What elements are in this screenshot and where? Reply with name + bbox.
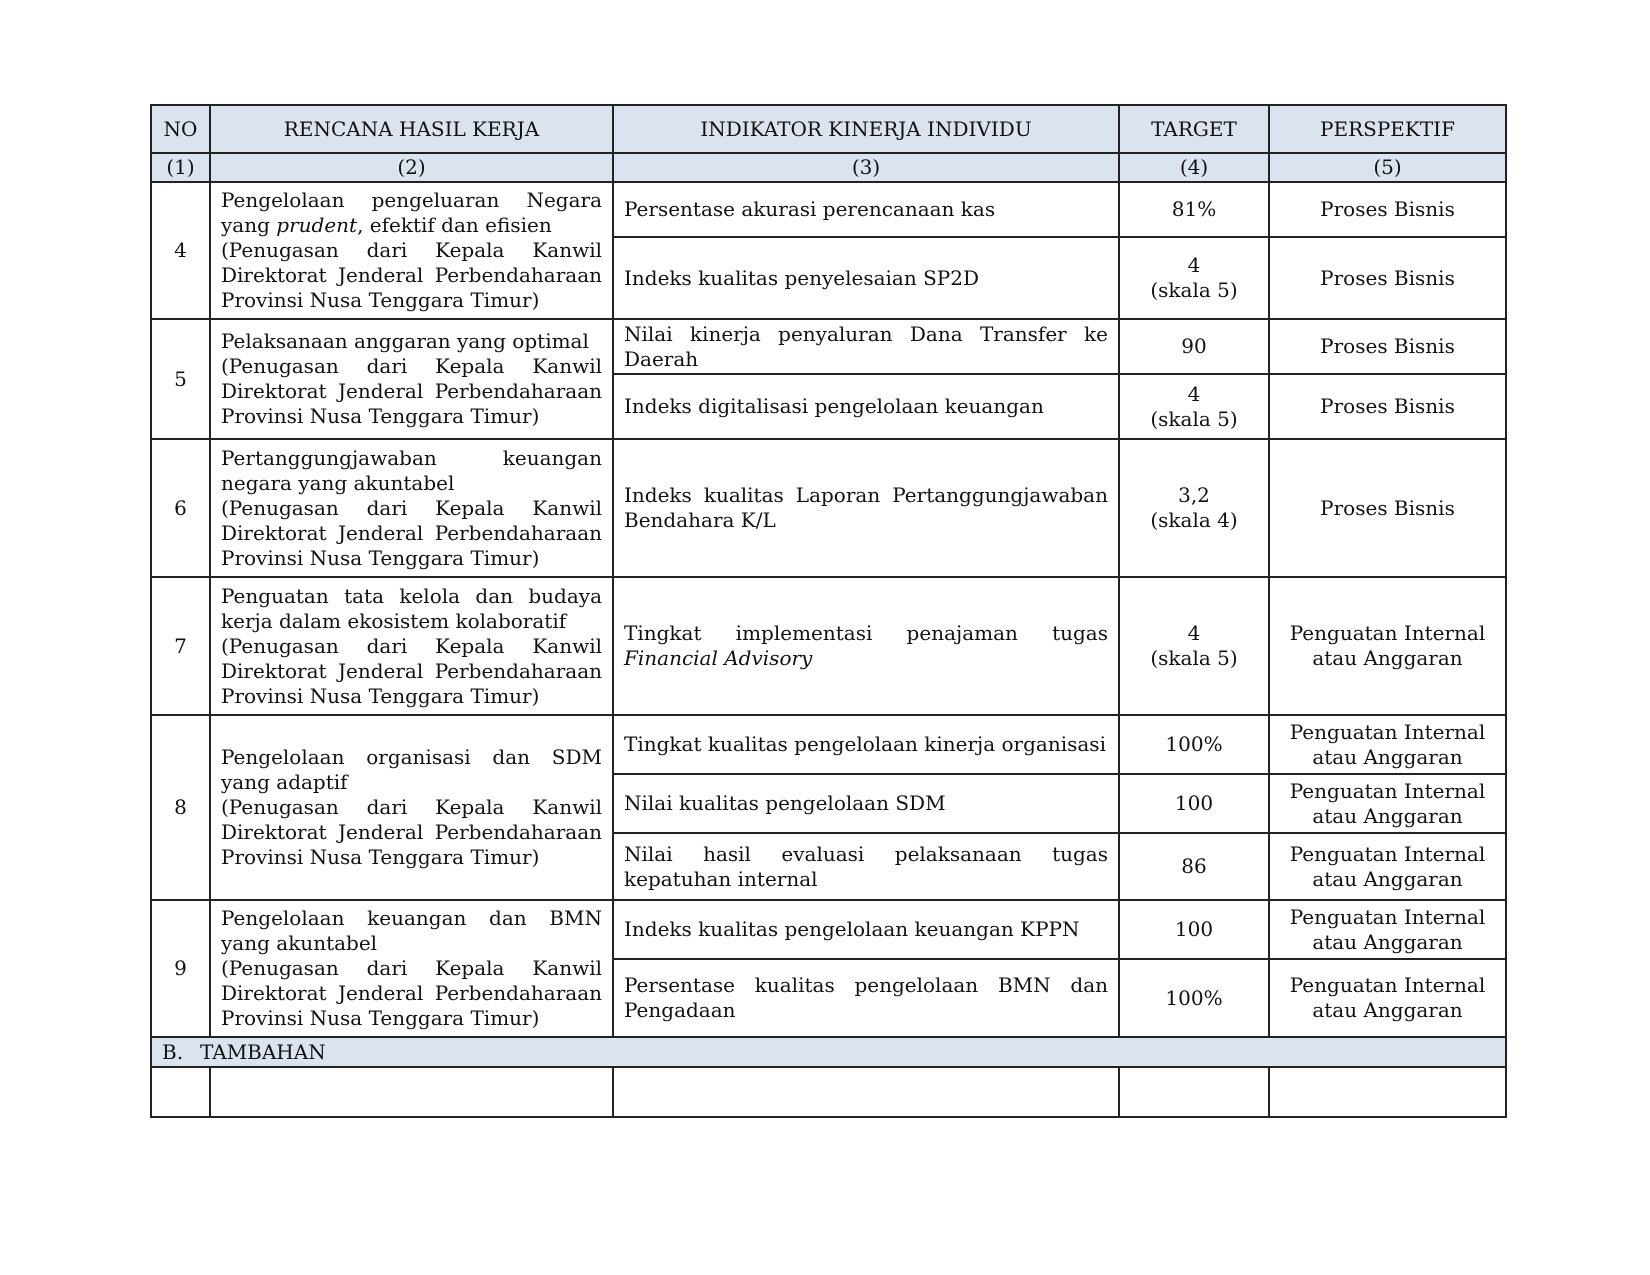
perspektif — [1269, 900, 1506, 959]
target-scale: (skala 5) — [1150, 406, 1238, 431]
perspektif-line-1: Penguatan Internal — [1289, 904, 1486, 929]
section-b-title: TAMBAHAN — [200, 1039, 326, 1064]
target-scale: (skala 4) — [1150, 508, 1238, 532]
target-value: 100 — [1174, 917, 1214, 941]
column-number-row — [151, 153, 1506, 182]
header-no: NO — [151, 105, 210, 153]
header-perspektif: PERSPEKTIF — [1269, 105, 1506, 153]
indikator: Nilai kualitas pengelolaan SDM — [613, 774, 1119, 833]
perspektif — [1269, 577, 1506, 715]
target — [1119, 959, 1269, 1037]
empty-cell — [1119, 1067, 1269, 1117]
perspektif: Proses Bisnis — [1269, 319, 1506, 374]
perspektif-line-2: atau Anggaran — [1312, 646, 1463, 670]
perspektif — [1269, 959, 1506, 1037]
target-value: 4 — [1187, 381, 1201, 406]
target — [1119, 182, 1269, 237]
rencana-hasil-kerja — [210, 577, 613, 715]
rencana-hasil-kerja — [210, 715, 613, 900]
target — [1119, 577, 1269, 715]
target — [1119, 900, 1269, 959]
perspektif: Proses Bisnis — [1269, 439, 1506, 577]
perspektif-line-1: Penguatan Internal — [1289, 973, 1486, 997]
indikator: Persentase akurasi perencanaan kas — [613, 182, 1119, 237]
indikator: Indeks digitalisasi pengelolaan keuangan — [613, 374, 1119, 439]
rhk-text: Penguatan tata kelola dan budaya kerja dalam ekosistem kolaboratif — [221, 583, 602, 633]
target — [1119, 715, 1269, 774]
indikator — [613, 577, 1119, 715]
rhk-text: Pertanggungjawaban keuangan negara yang akuntabel — [221, 445, 602, 495]
row-number: 4 — [151, 182, 210, 319]
rhk-text: Pengelolaan pengeluaran Negara yang — [221, 188, 602, 237]
table-row — [151, 577, 1506, 715]
empty-cell — [613, 1067, 1119, 1117]
perspektif: Proses Bisnis — [1269, 182, 1506, 237]
rhk-note: (Penugasan dari Kepala Kanwil Direktorat Jenderal Perbendaharaan Provinsi Nusa Tenggara Timur) — [221, 495, 602, 570]
rhk-note: (Penugasan dari Kepala Kanwil Direktorat Jenderal Perbendaharaan Provinsi Nusa Tenggara Timur) — [221, 633, 602, 708]
perspektif-line-2: atau Anggaran — [1312, 998, 1463, 1022]
section-b-heading — [151, 1037, 1506, 1067]
empty-cell — [151, 1067, 210, 1117]
empty-cell — [1269, 1067, 1506, 1117]
section-b-letter: B. — [162, 1039, 184, 1064]
rhk-text: Pelaksanaan anggaran yang optimal — [221, 329, 589, 353]
performance-plan-table — [150, 104, 1507, 1118]
table-row — [151, 439, 1506, 577]
rhk-note: (Penugasan dari Kepala Kanwil Direktorat Jenderal Perbendaharaan Provinsi Nusa Tenggara Timur) — [221, 956, 602, 1030]
target-value: 100% — [1165, 732, 1223, 756]
rhk-note: (Penugasan dari Kepala Kanwil Direktorat Jenderal Perbendaharaan Provinsi Nusa Tenggara Timur) — [221, 354, 602, 428]
target-value: 4 — [1187, 253, 1201, 277]
perspektif — [1269, 833, 1506, 900]
table-row — [151, 182, 1506, 237]
target — [1119, 374, 1269, 439]
rhk-note: (Penugasan dari Kepala Kanwil Direktorat Jenderal Perbendaharaan Provinsi Nusa Tenggara Timur) — [221, 795, 602, 869]
table-row — [151, 319, 1506, 374]
perspektif — [1269, 715, 1506, 774]
row-number: 5 — [151, 319, 210, 439]
row-number: 8 — [151, 715, 210, 900]
indikator-italic: Financial Advisory — [624, 646, 813, 670]
indikator: Tingkat kualitas pengelolaan kinerja organisasi — [613, 715, 1119, 774]
indikator: Nilai hasil evaluasi pelaksanaan tugas kepatuhan internal — [613, 833, 1119, 900]
target-value: 100% — [1165, 985, 1223, 1010]
rhk-text: Pengelolaan keuangan dan BMN yang akuntabel — [221, 906, 602, 955]
row-number: 7 — [151, 577, 210, 715]
perspektif-line-1: Penguatan Internal — [1289, 841, 1486, 866]
target-value: 3,2 — [1178, 483, 1210, 507]
rhk-italic: prudent — [276, 213, 358, 237]
perspektif: Proses Bisnis — [1269, 374, 1506, 439]
table-row — [151, 715, 1506, 774]
target-value: 4 — [1187, 621, 1201, 645]
target — [1119, 439, 1269, 577]
table-row — [151, 900, 1506, 959]
target — [1119, 774, 1269, 833]
colnum-2: (2) — [210, 153, 613, 182]
perspektif — [1269, 774, 1506, 833]
rhk-note: (Penugasan dari Kepala Kanwil Direktorat Jenderal Perbendaharaan Provinsi Nusa Tenggara Timur) — [221, 238, 602, 312]
perspektif: Proses Bisnis — [1269, 237, 1506, 319]
header-target: TARGET — [1119, 105, 1269, 153]
perspektif-line-1: Penguatan Internal — [1289, 719, 1486, 744]
rhk-text: Pengelolaan organisasi dan SDM yang adaptif — [221, 745, 602, 794]
indikator-text: Tingkat implementasi penajaman tugas — [624, 621, 1108, 645]
indikator: Indeks kualitas penyelesaian SP2D — [613, 237, 1119, 319]
rencana-hasil-kerja — [210, 900, 613, 1037]
perspektif-line-1: Penguatan Internal — [1289, 778, 1486, 803]
target-value: 86 — [1181, 854, 1207, 878]
target-value: 90 — [1181, 334, 1207, 358]
perspektif-line-2: atau Anggaran — [1312, 744, 1463, 769]
target-value: 81% — [1171, 197, 1217, 221]
rhk-text-post: , efektif dan efisien — [357, 213, 552, 237]
target-value: 100 — [1174, 791, 1214, 815]
indikator: Persentase kualitas pengelolaan BMN dan Pengadaan — [613, 959, 1119, 1037]
colnum-1: (1) — [151, 153, 210, 182]
target — [1119, 833, 1269, 900]
rencana-hasil-kerja — [210, 319, 613, 439]
row-number: 9 — [151, 900, 210, 1037]
rencana-hasil-kerja — [210, 439, 613, 577]
target-scale: (skala 5) — [1150, 646, 1238, 670]
perspektif-line-2: atau Anggaran — [1312, 866, 1463, 891]
empty-cell — [210, 1067, 613, 1117]
table-header-row — [151, 105, 1506, 153]
indikator: Indeks kualitas Laporan Pertanggungjawaban Bendahara K/L — [613, 439, 1119, 577]
indikator: Nilai kinerja penyaluran Dana Transfer ke Daerah — [613, 319, 1119, 374]
indikator: Indeks kualitas pengelolaan keuangan KPPN — [613, 900, 1119, 959]
target-scale: (skala 5) — [1150, 278, 1238, 302]
perspektif-line-1: Penguatan Internal — [1289, 621, 1486, 645]
rencana-hasil-kerja — [210, 182, 613, 319]
perspektif-line-2: atau Anggaran — [1312, 929, 1463, 954]
section-b-row — [151, 1037, 1506, 1067]
colnum-5: (5) — [1269, 153, 1506, 182]
colnum-3: (3) — [613, 153, 1119, 182]
colnum-4: (4) — [1119, 153, 1269, 182]
target — [1119, 319, 1269, 374]
target — [1119, 237, 1269, 319]
perspektif-line-2: atau Anggaran — [1312, 803, 1463, 828]
header-indikator-kinerja: INDIKATOR KINERJA INDIVIDU — [613, 105, 1119, 153]
empty-row — [151, 1067, 1506, 1117]
header-rencana-hasil-kerja: RENCANA HASIL KERJA — [210, 105, 613, 153]
row-number: 6 — [151, 439, 210, 577]
